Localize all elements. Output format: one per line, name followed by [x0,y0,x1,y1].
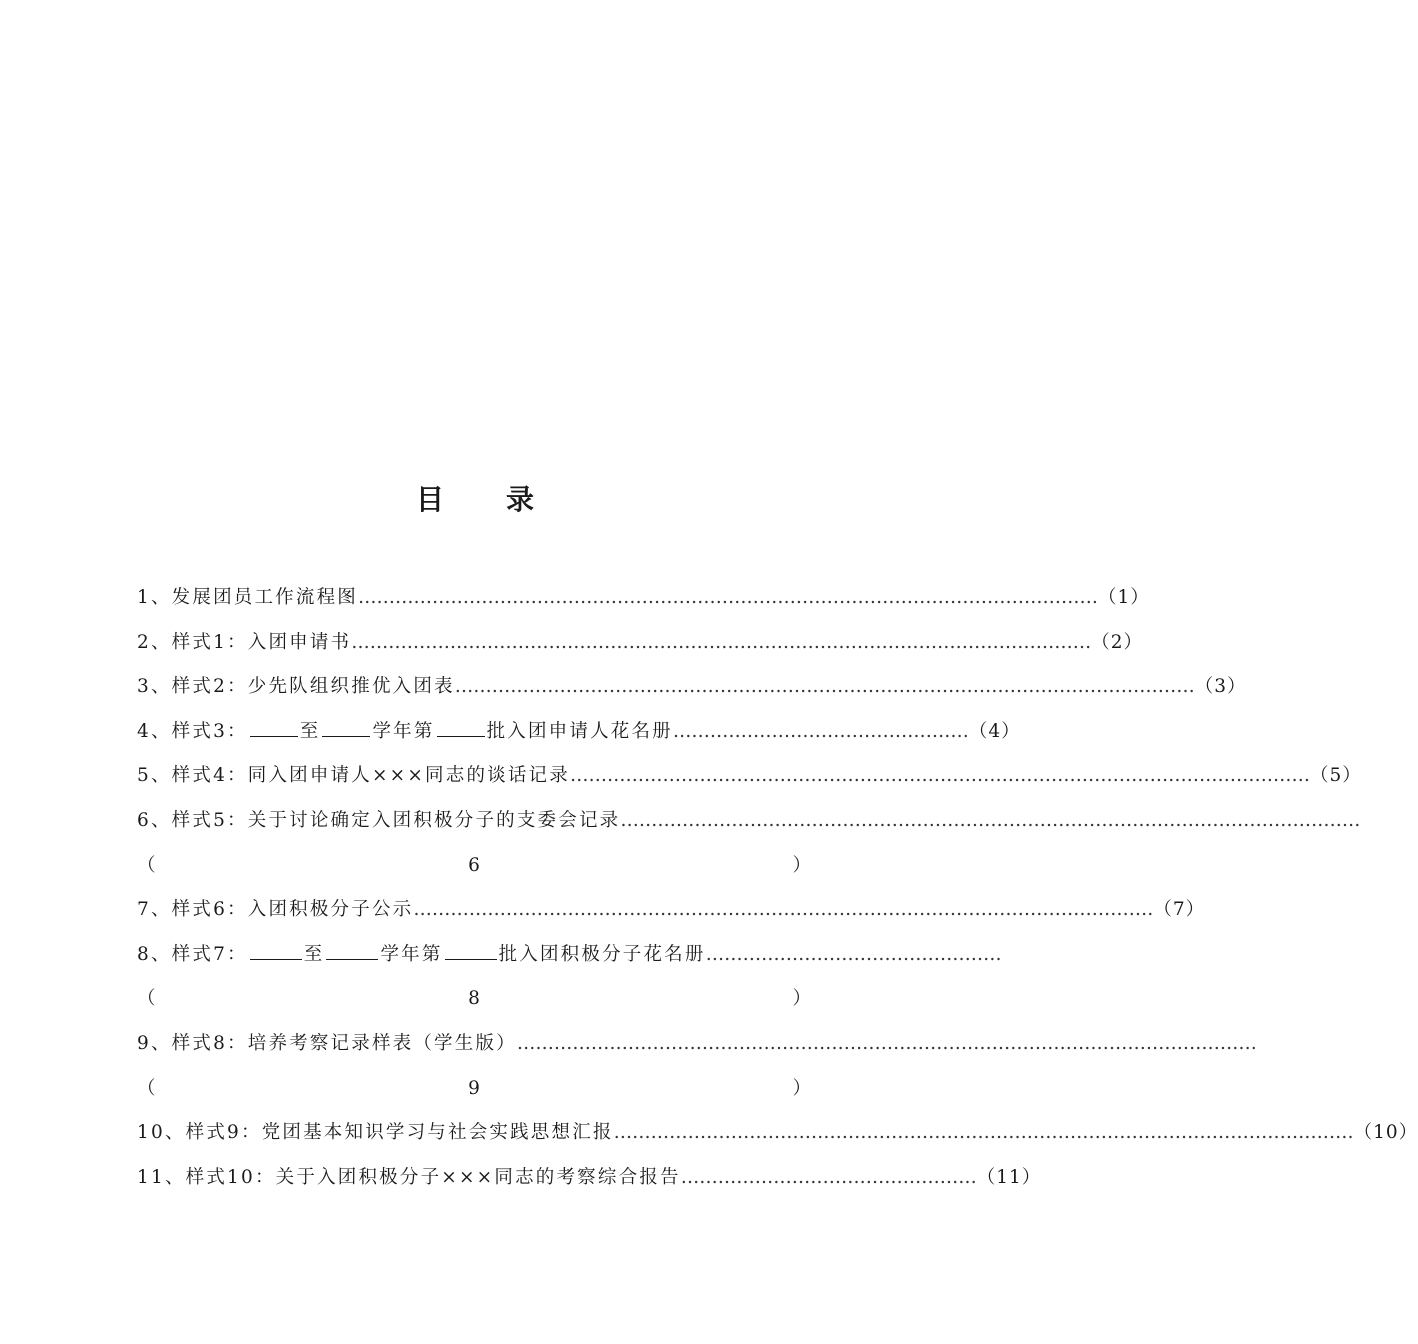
toc-page-number: 8 [468,988,480,1010]
toc-entry-text: 3、样式2：少先队组织推优入团表 [137,676,455,698]
dot-leader: ………………………………………… [705,943,1002,965]
toc-page-number: （11） [976,1166,1042,1188]
toc-entry-word: 学年第 [372,720,435,742]
open-paren: （ [137,1077,156,1099]
toc-entry-9[interactable] [137,1026,1257,1071]
dot-leader: ………………………………………………………………………………………………………… [569,765,1310,787]
toc-entry-text: 10、样式9：党团基本知识学习与社会实践思想汇报 [137,1122,614,1144]
table-of-contents [137,580,1418,1204]
dot-leader: ………………………………………………………………………………………………………… [620,809,1361,831]
toc-page-number: （10） [1353,1122,1418,1144]
dot-leader: ………………………………………………………………………………………………………… [454,676,1195,698]
toc-entry-6-page [137,848,811,893]
dot-leader: ………………………………………………………………………………………………………… [413,899,1154,921]
toc-entry-text [137,937,706,973]
toc-entry-word: 至 [303,943,325,965]
toc-entry-8-page [137,981,811,1026]
toc-entry-text: 11、样式10：关于入团积极分子×××同志的考察综合报告 [137,1166,681,1188]
toc-entry-5[interactable] [137,758,1362,803]
toc-page-number: 6 [468,854,480,876]
toc-entry-text: 9、样式8：培养考察记录样表（学生版） [137,1032,517,1054]
dot-leader: ………………………………………………………………………………………………………… [351,631,1092,653]
dot-leader: ………………………………………… [680,1166,977,1188]
toc-entry-1[interactable] [137,580,1150,625]
toc-entry-4[interactable] [137,714,1021,759]
toc-page-number: （2） [1091,631,1144,653]
toc-entry-text [137,714,673,750]
toc-entry-text: 1、发展团员工作流程图 [137,587,358,608]
dot-leader: ………………………………………… [672,720,969,742]
toc-entry-text: 2、样式1：入团申请书 [137,631,352,653]
open-paren: （ [137,988,156,1010]
blank-line [250,714,298,737]
toc-entry-suffix: 批入团申请人花名册 [486,720,673,742]
toc-entry-3[interactable] [137,669,1247,714]
toc-entry-7[interactable] [137,892,1206,937]
close-paren: ） [792,988,811,1010]
dot-leader: ………………………………………………………………………………………………………… [357,587,1098,608]
toc-entry-6[interactable] [137,803,1361,848]
toc-entry-10[interactable] [137,1115,1418,1160]
toc-entry-text: 7、样式6：入团积极分子公示 [137,899,414,921]
dot-leader: ………………………………………………………………………………………………………… [613,1122,1354,1144]
toc-entry-11[interactable] [137,1160,1042,1205]
toc-page-number: 9 [468,1077,480,1099]
open-paren: （ [137,854,156,876]
blank-line [322,714,370,737]
toc-page-number: （5） [1309,765,1362,787]
toc-entry-text: 6、样式5：关于讨论确定入团积极分子的支委会记录 [137,809,621,831]
toc-page-number: （4） [968,720,1021,742]
blank-line [445,937,497,960]
toc-entry-suffix: 批入团积极分子花名册 [498,943,706,965]
title-char-2: 录 [506,483,535,516]
close-paren: ） [792,854,811,876]
toc-entry-2[interactable] [137,625,1144,670]
close-paren: ） [792,1077,811,1099]
toc-page-number: （1） [1097,587,1150,608]
toc-entry-prefix: 4、样式3： [137,720,248,742]
title-char-1: 目 [415,483,444,516]
toc-entry-8[interactable] [137,937,1002,982]
toc-entry-word: 至 [299,720,321,742]
toc-page-number: （7） [1153,899,1206,921]
blank-line [250,937,302,960]
blank-line [326,937,378,960]
page-title [0,478,950,518]
toc-page-number: （3） [1194,676,1247,698]
toc-entry-9-page [137,1071,811,1116]
blank-line [437,714,485,737]
toc-entry-word: 学年第 [380,943,443,965]
toc-entry-text: 5、样式4：同入团申请人×××同志的谈话记录 [137,765,570,787]
dot-leader: ………………………………………………………………………………………………………… [516,1032,1257,1054]
toc-entry-prefix: 8、样式7： [137,943,248,965]
